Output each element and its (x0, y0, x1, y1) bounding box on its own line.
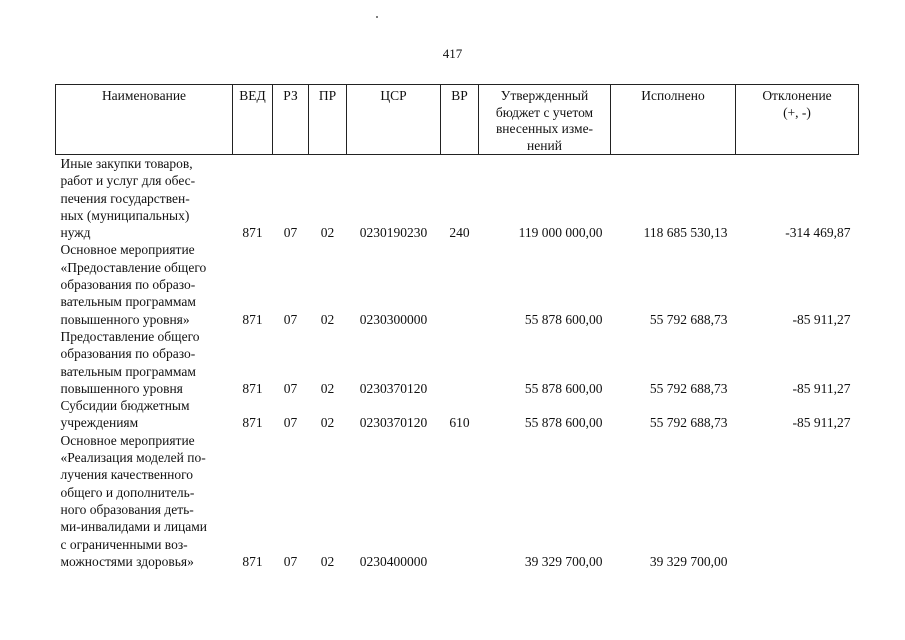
row-csr: 0230370120 (359, 415, 428, 431)
header-pr: ПР (309, 85, 347, 155)
row-executed: 55 792 688,73 (649, 415, 728, 431)
row-executed: 55 792 688,73 (649, 311, 728, 327)
row-pr: 02 (320, 415, 335, 431)
row-name-line: ного образования деть- (60, 501, 194, 517)
row-name (56, 241, 233, 327)
row-rz: 07 (283, 553, 298, 569)
budget-table (55, 84, 859, 570)
header-executed: Исполнено (611, 85, 736, 155)
row-name-line: «Реализация моделей по- (60, 450, 206, 466)
header-approved-line: бюджет с учетом (495, 104, 594, 120)
row-name-line: печения государствен- (60, 190, 190, 206)
row-name-line: образования по образо- (60, 346, 196, 362)
row-pr: 02 (320, 553, 335, 569)
row-rz: 07 (283, 380, 298, 396)
row-vr (441, 432, 479, 570)
row-name-line: Предоставление общего (60, 328, 200, 344)
header-deviation (736, 85, 859, 155)
row-name (56, 432, 233, 570)
row-vr: 610 (449, 415, 470, 431)
row-csr: 0230400000 (359, 553, 428, 569)
row-executed: 39 329 700,00 (649, 553, 728, 569)
row-vr (441, 328, 479, 397)
row-name-line: «Предоставление общего (60, 259, 207, 275)
table-row (56, 328, 859, 397)
header-deviation-line: Отклонение (762, 88, 832, 103)
row-pr: 02 (320, 225, 335, 241)
row-name-line: можностями здоровья» (60, 553, 194, 569)
row-name-line: повышенного уровня (60, 380, 183, 396)
row-deviation: -85 911,27 (792, 311, 851, 327)
row-executed: 118 685 530,13 (643, 225, 728, 241)
row-name (56, 155, 233, 242)
row-name-line: Субсидии бюджетным (60, 398, 190, 414)
row-name (56, 397, 233, 432)
row-vr: 240 (449, 225, 470, 241)
header-approved (479, 85, 611, 155)
row-deviation: -85 911,27 (792, 415, 851, 431)
row-ved: 871 (242, 415, 263, 431)
header-ved: ВЕД (233, 85, 273, 155)
row-rz: 07 (283, 225, 298, 241)
header-csr: ЦСР (347, 85, 441, 155)
row-pr: 02 (320, 380, 335, 396)
row-name-line: лучения качественного (60, 467, 194, 483)
table-row (56, 432, 859, 570)
table-row (56, 397, 859, 432)
header-deviation-line: (+, -) (783, 104, 811, 120)
row-name-line: с ограниченными воз- (60, 536, 188, 552)
row-name-line: вательным программам (60, 363, 196, 379)
row-rz: 07 (283, 415, 298, 431)
row-deviation: -85 911,27 (792, 380, 851, 396)
header-approved-line: внесенных изме- (495, 121, 594, 136)
row-csr: 0230370120 (359, 380, 428, 396)
row-name-line: Основное мероприятие (60, 432, 195, 448)
row-executed: 55 792 688,73 (649, 380, 728, 396)
row-name-line: учреждениям (60, 415, 139, 431)
row-name-line: работ и услуг для обес- (60, 173, 196, 189)
row-approved: 55 878 600,00 (524, 311, 603, 327)
header-approved-line: Утвержденный (500, 88, 589, 103)
row-deviation (736, 432, 859, 570)
row-approved: 55 878 600,00 (524, 415, 603, 431)
row-deviation: -314 469,87 (785, 225, 851, 241)
header-vr: ВР (441, 85, 479, 155)
row-csr: 0230300000 (359, 311, 428, 327)
row-ved: 871 (242, 311, 263, 327)
table-row (56, 241, 859, 327)
row-name-line: образования по образо- (60, 277, 196, 293)
row-name-line: ми-инвалидами и лицами (60, 519, 208, 535)
row-approved: 39 329 700,00 (524, 553, 603, 569)
row-name-line: общего и дополнитель- (60, 484, 195, 500)
row-ved: 871 (242, 553, 263, 569)
row-approved: 55 878 600,00 (524, 380, 603, 396)
row-name-line: Иные закупки товаров, (60, 156, 193, 171)
row-ved: 871 (242, 225, 263, 241)
row-vr (441, 241, 479, 327)
row-ved: 871 (242, 380, 263, 396)
row-name-line: ных (муниципальных) (60, 207, 190, 223)
row-name-line: Основное мероприятие (60, 242, 195, 258)
row-name (56, 328, 233, 397)
row-approved: 119 000 000,00 (518, 225, 603, 241)
table-row (56, 155, 859, 242)
row-rz: 07 (283, 311, 298, 327)
header-approved-line: нений (527, 137, 562, 153)
row-csr: 0230190230 (359, 225, 428, 241)
scan-speck (376, 16, 378, 18)
page-number: 417 (442, 46, 463, 61)
header-rz: РЗ (273, 85, 309, 155)
table-header-row (56, 85, 859, 155)
row-name-line: нужд (60, 225, 91, 241)
header-name: Наименование (56, 85, 233, 155)
row-name-line: вательным программам (60, 294, 196, 310)
row-pr: 02 (320, 311, 335, 327)
row-name-line: повышенного уровня» (60, 311, 190, 327)
